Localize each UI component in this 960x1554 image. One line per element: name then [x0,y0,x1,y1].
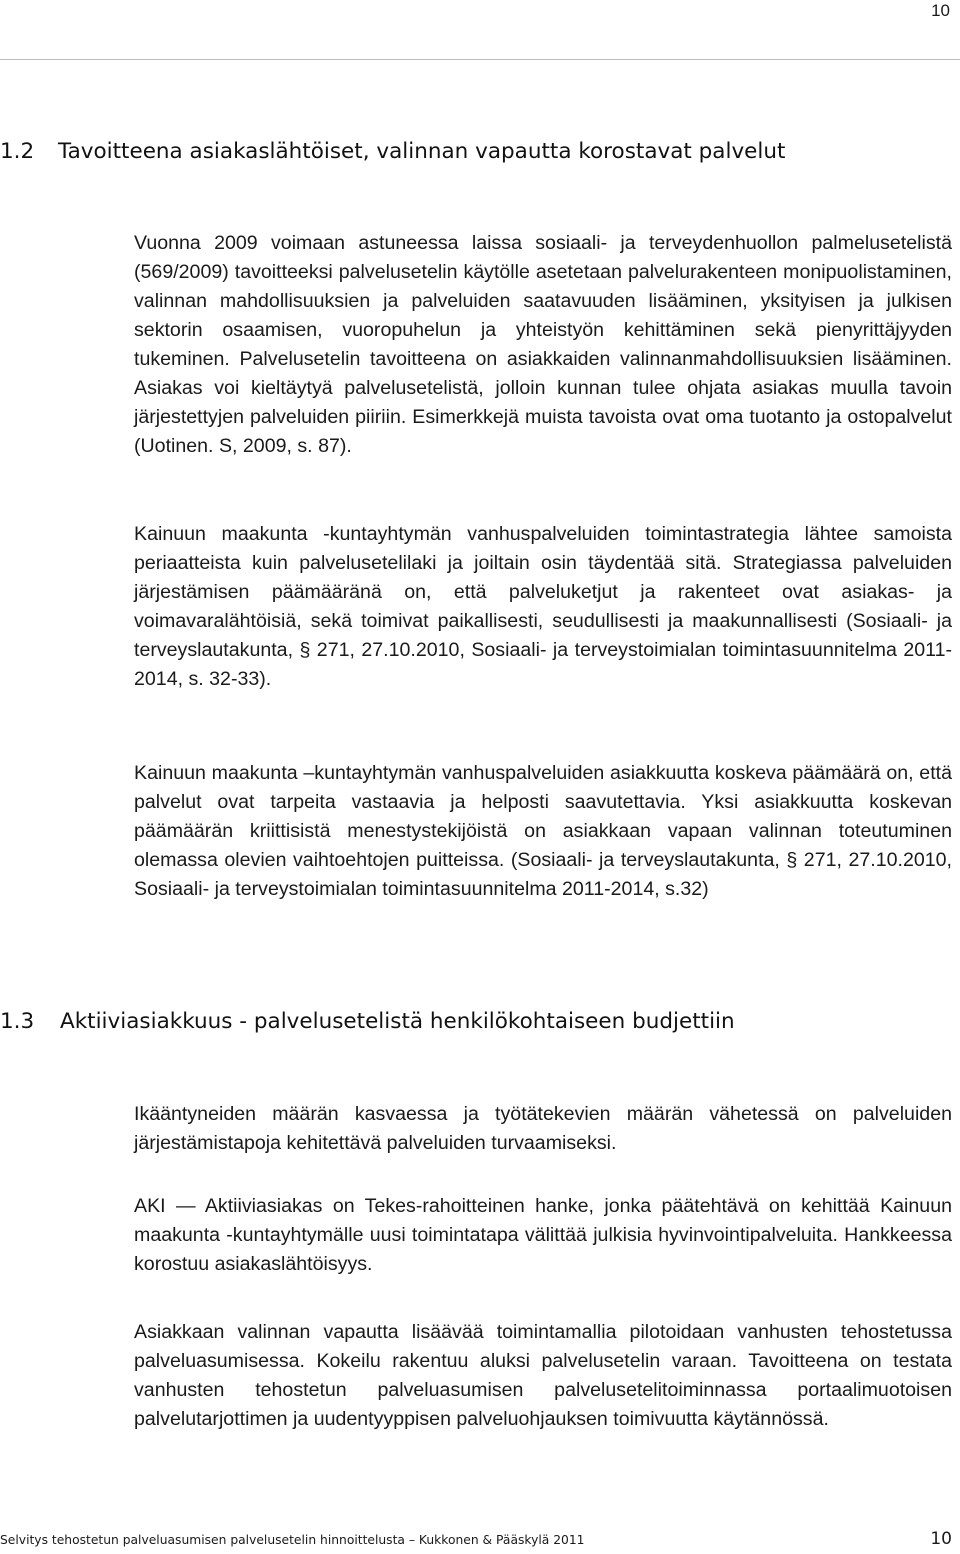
header-rule [0,59,960,60]
footer-text: Selvitys tehostetun palveluasumisen palvelusetelin hinnoittelusta – Kukkonen & Pääskylä 2011 [0,1533,585,1547]
page-number-top: 10 [931,1,950,20]
paragraph: Kainuun maakunta –kuntayhtymän vanhuspalveluiden asiakkuutta koskeva päämäärä on, että palvelut ovat tarpeita vastaavia ja helposti saavutettavia. Yksi asiakkuutta koskevan päämäärän kriittisistä menestystekijöistä on asiakkaan vapaan valinnan toteutuminen olemassa olevien vaihtoehtojen puitteissa. (Sosiaali- ja terveyslautakunta, § 271, 27.10.2010, Sosiaali- ja terveystoimialan toimintasuunnitelma 2011-2014, s.32) [134,762,952,900]
section-title: Tavoitteena asiakaslähtöiset, valinnan vapautta korostavat palvelut [58,139,786,164]
section-heading-1-2 [0,138,785,166]
section-number: 1.2 [0,139,35,164]
paragraph: AKI — Aktiiviasiakas on Tekes-rahoitteinen hanke, jonka päätehtävä on kehittää Kainuun maakunta -kuntayhtymälle uusi toimintatapa välittää julkisia hyvinvointipalveluita. Hankkeessa korostuu asiakaslähtöisyys. [134,1195,952,1275]
paragraph: Vuonna 2009 voimaan astuneessa laissa sosiaali- ja terveydenhuollon palmelusetelistä (569/2009) tavoitteeksi palvelusetelin käytölle asetetaan palvelurakenteen monipuolistaminen, valinnan mahdollisuuksien ja palveluiden saatavuuden lisääminen, yksityisen ja julkisen sektorin osaamisen, vuoropuhelun ja yhteistyön kehittäminen sekä pienyrittäjyyden tukeminen. Palvelusetelin tavoitteena on asiakkaiden valinnanmahdollisuuksien lisääminen. Asiakas voi kieltäytyä palvelusetelistä, jolloin kunnan tulee ohjata asiakas muulla tavoin järjestettyjen palveluiden piiriin. Esimerkkejä muista tavoista ovat oma tuotanto ja ostopalvelut (Uotinen. S, 2009, s. 87). [134,232,952,457]
section-number: 1.3 [0,1009,35,1034]
section-title: Aktiiviasiakkuus - palvelusetelistä henkilökohtaiseen budjettiin [60,1009,735,1034]
paragraph: Kainuun maakunta -kuntayhtymän vanhuspalveluiden toimintastrategia lähtee samoista periaatteista kuin palvelusetelilaki ja joiltain osin täydentää sitä. Strategiassa palveluiden järjestämisen päämääränä on, että palveluketjut ja rakenteet ovat asiakas- ja voimavaralähtöisiä, sekä toimivat paikallisesti, seudullisesti ja maakunnallisesti (Sosiaali- ja terveyslautakunta, § 271, 27.10.2010, Sosiaali- ja terveystoimialan toimintasuunnitelma 2011-2014, s. 32-33). [134,523,952,690]
section-heading-1-3 [0,1008,735,1036]
page-number-bottom: 10 [930,1529,952,1549]
paragraph: Asiakkaan valinnan vapautta lisäävää toimintamallia pilotoidaan vanhusten tehostetussa palveluasumisessa. Kokeilu rakentuu aluksi palvelusetelin varaan. Tavoitteena on testata vanhusten tehostetun palveluasumisen palvelusetelitoiminnassa portaalimuotoisen palvelutarjottimen ja uudentyyppisen palveluohjauksen toimivuutta käytännössä. [134,1321,952,1430]
paragraph: Ikääntyneiden määrän kasvaessa ja työtätekevien määrän vähetessä on palveluiden järjestämistapoja kehitettävä palveluiden turvaamiseksi. [134,1103,952,1154]
